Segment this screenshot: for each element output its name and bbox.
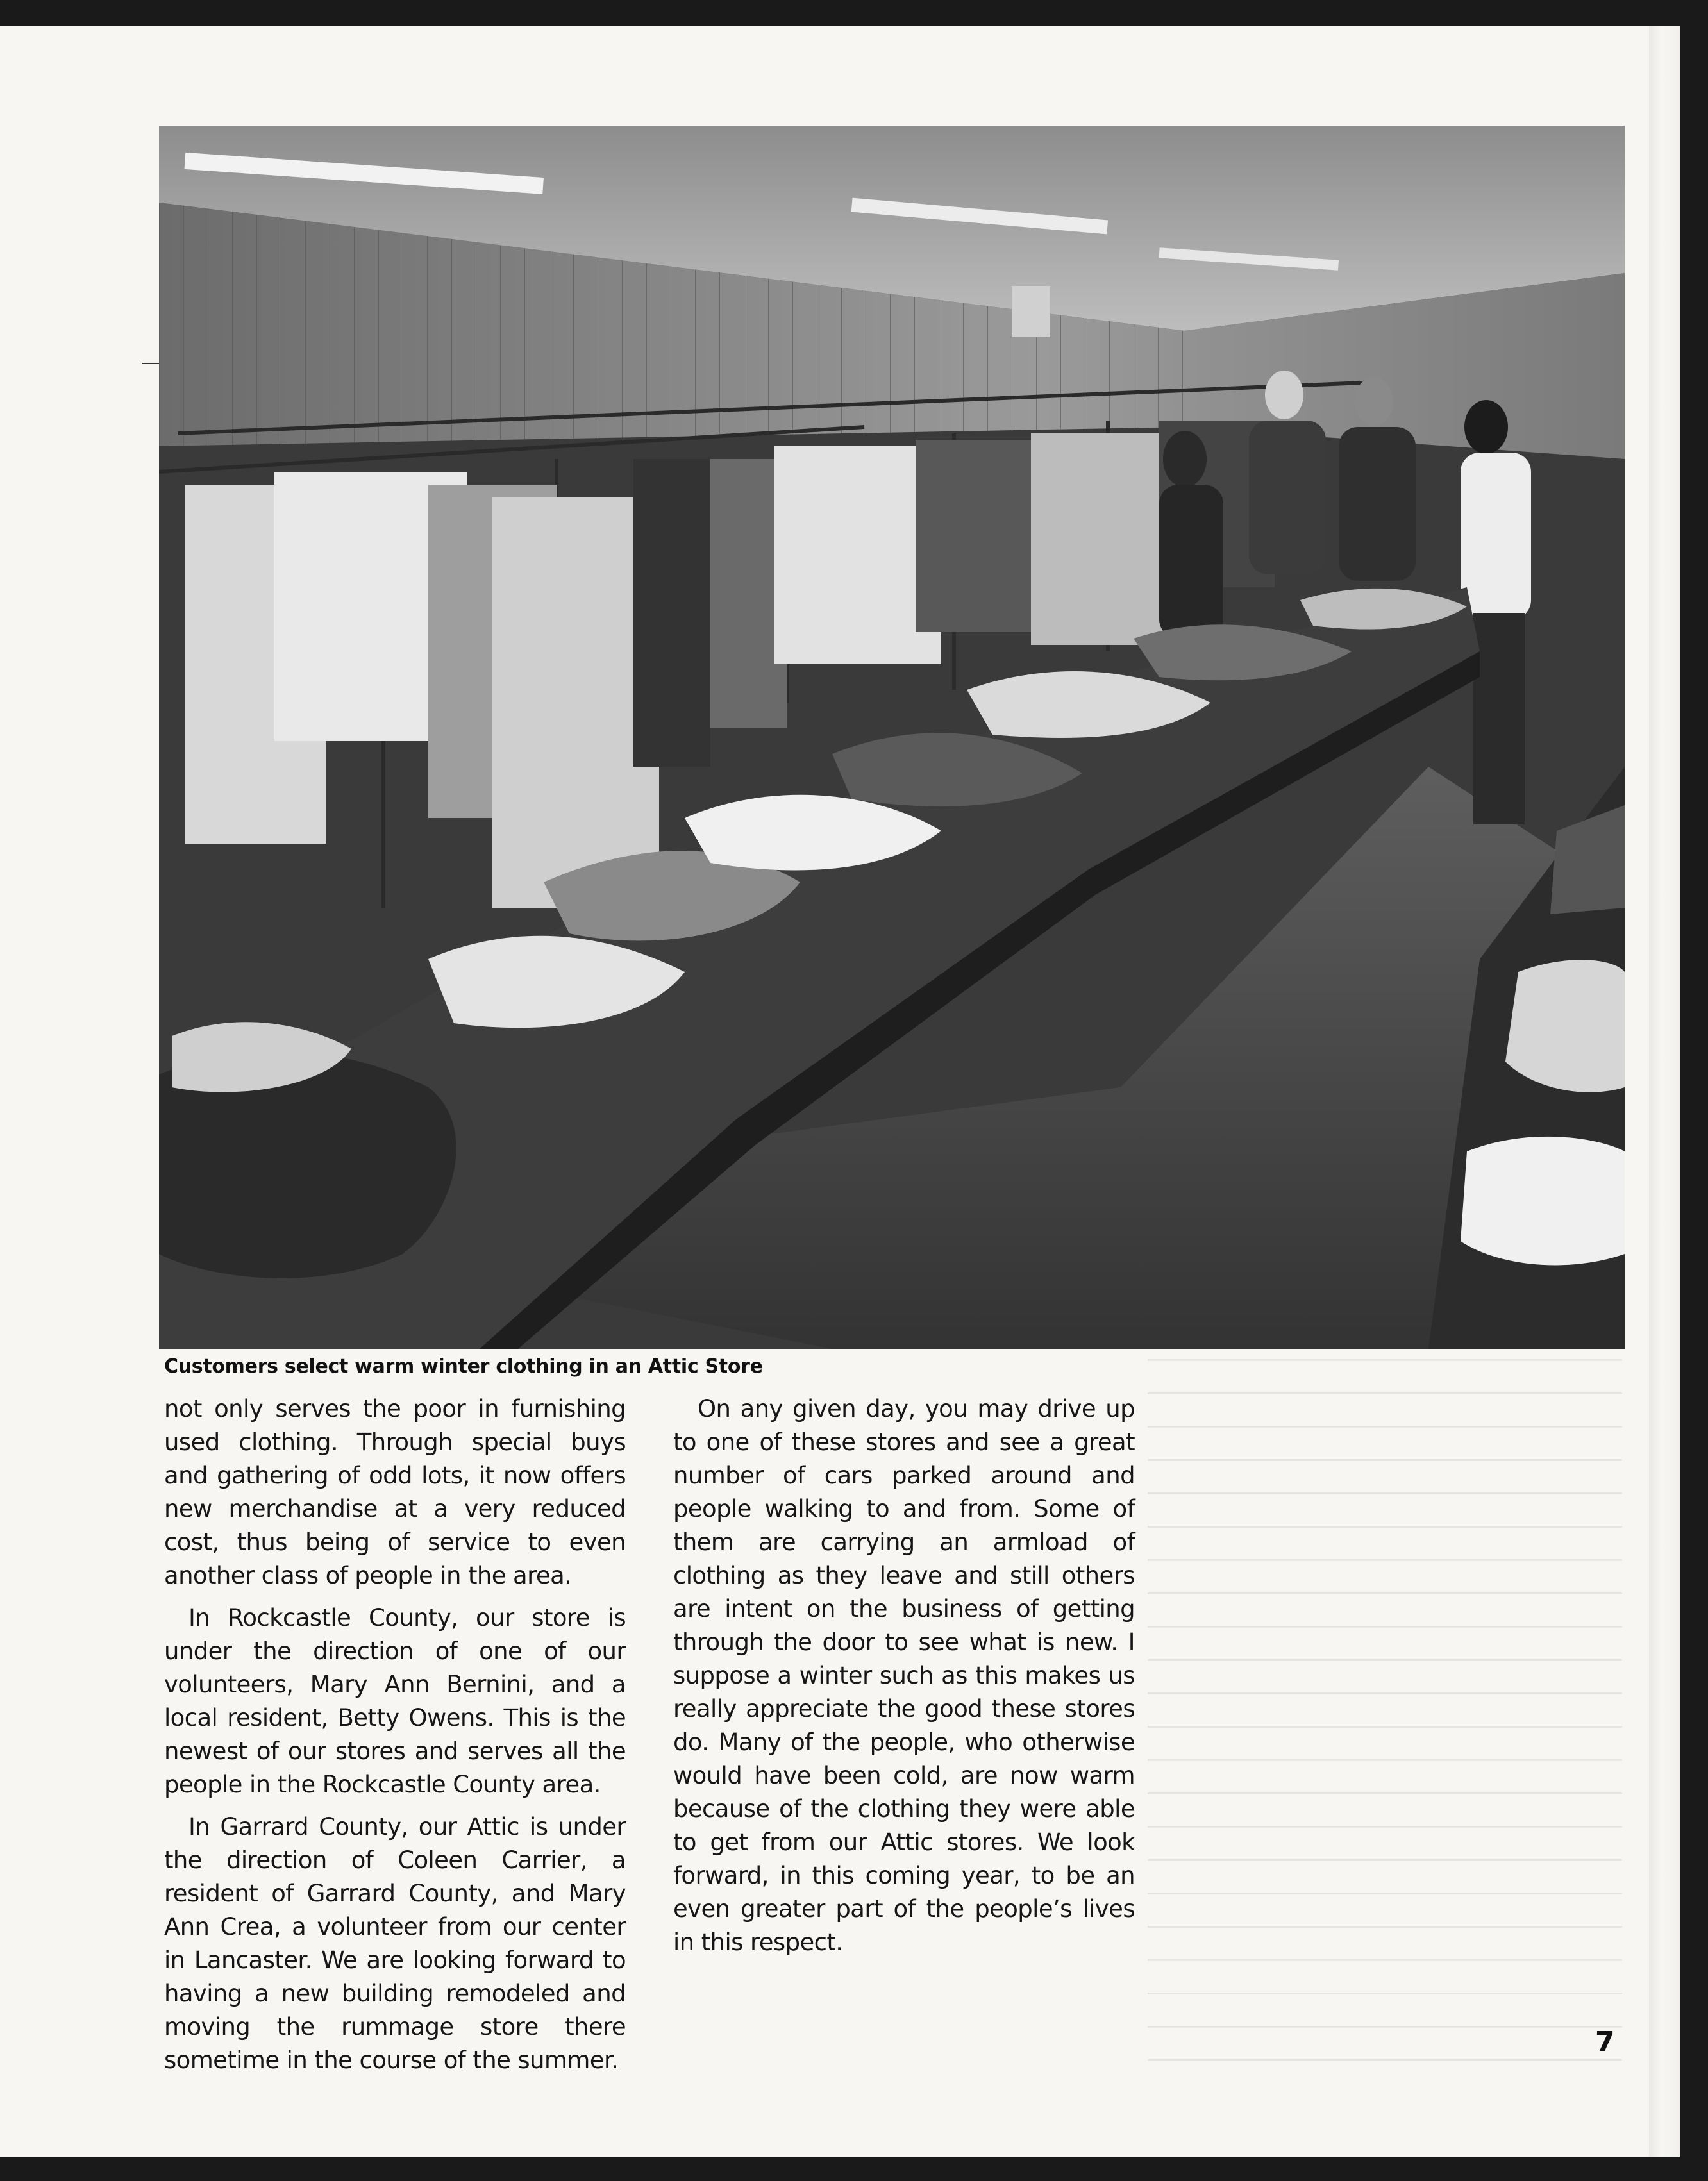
photo-icon bbox=[159, 126, 1625, 1349]
article-column-left bbox=[164, 1392, 626, 2086]
paragraph: On any given day, you may drive up to one of these stores and see a great number of cars parked around and people walking to and from. Some of them are carrying an armload of clothing as they leave and still others are intent on the business of getting through the door to see what is new. I suppose a winter such as this makes us really appreciate the good these stores do. Many of the people, who otherwise would have been cold, are now warm because of the clothing they were able to get from our Attic stores. We look forward, in this coming year, to be an even greater part of the people’s lives in this respect. bbox=[673, 1395, 1135, 1956]
page-edge bbox=[1649, 26, 1680, 2157]
clothing-store-photo bbox=[159, 126, 1625, 1349]
page-number: 7 bbox=[1595, 2026, 1615, 2059]
photo-caption: Customers select warm winter clothing in an Attic Store bbox=[164, 1355, 763, 1378]
paragraph: not only serves the poor in furnishing used clothing. Through special buys and gathering of odd lots, it now offers new merchandise at a very reduced cost, thus being of service to even another class of people in the area. bbox=[164, 1395, 626, 1589]
paragraph: In Rockcastle County, our store is under the direction of one of our volunteers, Mary Ann Bernini, and a local resident, Betty Owens. This is the newest of our stores and serves all the people in the Rockcastle County area. bbox=[164, 1604, 626, 1798]
bleed-through-text bbox=[1148, 1359, 1622, 2084]
scan-border bbox=[0, 2157, 1708, 2181]
article-column-right bbox=[673, 1392, 1135, 1968]
paragraph: In Garrard County, our Attic is under the direction of Coleen Carrier, a resident of Garrard County, and Mary Ann Crea, a volunteer from our center in Lancaster. We are looking forward to having a new building remodeled and moving the rummage store there sometime in the course of the summer. bbox=[164, 1813, 626, 2074]
